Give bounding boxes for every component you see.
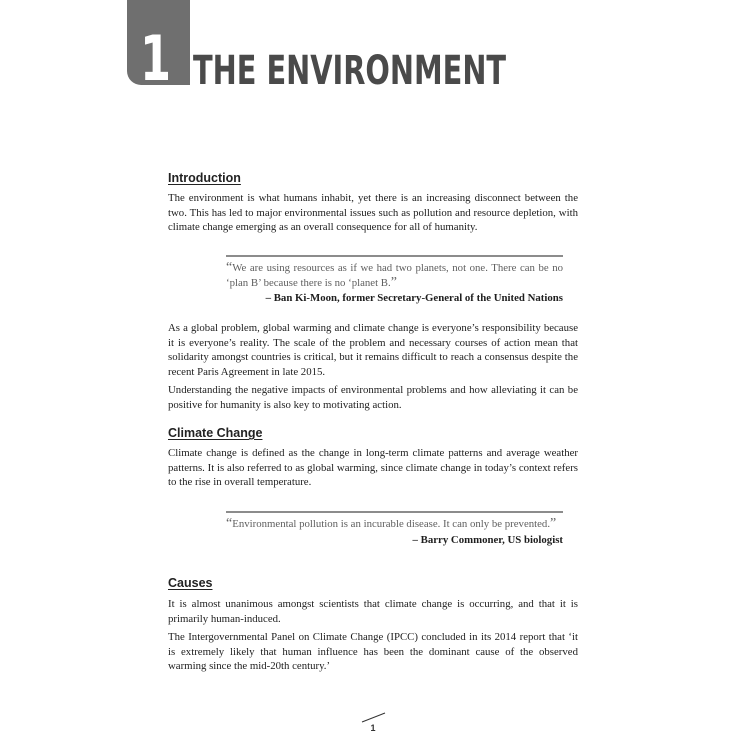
chapter-number: 1: [140, 22, 172, 95]
heading-introduction: Introduction: [168, 171, 241, 185]
causes-paragraph-2: The Intergovernmental Panel on Climate Change (IPCC) concluded in its 2014 report that ‘it is extremely likely that human influence has been the dominant cause of the observed warming since the mid-20th century.’: [168, 631, 578, 672]
quote-body: We are using resources as if we had two planets, not one. There can be no ‘plan B’ because there is no ‘planet B.: [226, 262, 563, 289]
quote-text: [226, 517, 563, 532]
heading-causes: Causes: [168, 576, 213, 590]
chapter-title: THE ENVIRONMENT: [193, 48, 507, 94]
quote-block-2: [226, 511, 563, 547]
heading-climate-change: Climate Change: [168, 426, 263, 440]
intro-paragraph-1: The environment is what humans inhabit, yet there is an increasing disconnect between the two. This has led to major environmental issues such as pollution and resource depletion, with climate change emerging as an overall consequence for all of humanity.: [168, 192, 578, 233]
quote-attribution: – Ban Ki-Moon, former Secretary-General of the United Nations: [265, 292, 563, 304]
quote-rule: [226, 511, 563, 513]
quote-text: [226, 261, 563, 290]
page-number-mark: [360, 711, 388, 723]
climate-paragraph-1: Climate change is defined as the change in long-term climate patterns and average weather patterns. It is also referred to as global warming, since climate change in today’s context refers to the rise in overall temperature.: [168, 447, 578, 488]
quote-open-mark: “: [226, 260, 233, 275]
quote-open-mark: “: [226, 516, 233, 531]
quote-close-mark: ”: [550, 516, 557, 531]
intro-paragraph-2: As a global problem, global warming and climate change is everyone’s responsibility because it is everyone’s reality. The scale of the problem and necessary courses of action mean that solidarity amongst countries is critical, but it remains difficult to reach a consensus despite the recent Paris Agreement in late 2015.: [168, 322, 578, 378]
quote-body: Environmental pollution is an incurable disease. It can only be prevented.: [232, 518, 551, 530]
intro-paragraph-3: Understanding the negative impacts of environmental problems and how alleviating it can be positive for humanity is also key to motivating action.: [168, 384, 578, 411]
quote-close-mark: ”: [390, 274, 397, 290]
page-number: 1: [370, 723, 376, 733]
quote-rule: [226, 255, 563, 257]
quote-block-1: [226, 255, 563, 306]
causes-paragraph-1: It is almost unanimous amongst scientists that climate change is occurring, and that it is primarily human-induced.: [168, 598, 578, 625]
quote-attribution: – Barry Commoner, US biologist: [412, 533, 563, 546]
